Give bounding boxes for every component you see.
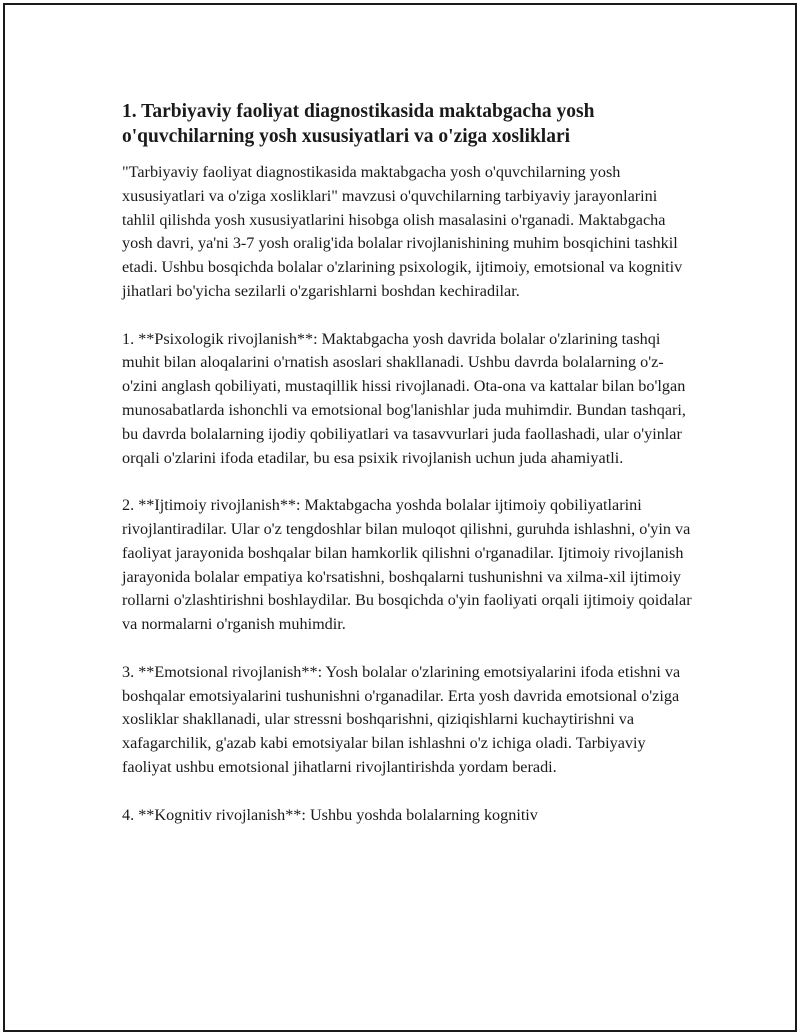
page-frame <box>3 3 797 1032</box>
section-emotional: 3. **Emotsional rivojlanish**: Yosh bolalar o'zlarining emotsiyalarini ifoda etishni va boshqalar emotsiyalarini tushunishni o'rganadilar. Erta yosh davrida emotsional o'ziga xosliklar shakllanadi, ular stressni boshqarishni, qiziqishlarni kuchaytirishni va xafagarchilik, g'azab kabi emotsiyalar bilan ishlashni o'z ichiga oladi. Tarbiyaviy faoliyat ushbu emotsional jihatlarni rivojlantirishda yordam beradi. <box>122 662 681 776</box>
intro-paragraph: "Tarbiyaviy faoliyat diagnostikasida maktabgacha yosh o'quvchilarning yosh xususiyatlari va o'ziga xosliklari" mavzusi o'quvchilarning tarbiyaviy jarayonlarini tahlil qilishda yosh xususiyatlarini hisobga olish masalasini o'rganadi. Maktabgacha yosh davri, ya'ni 3-7 yosh oralig'ida bolalar rivojlanishining muhim bosqichini tashkil etadi. Ushbu bosqichda bolalar o'zlarining psixologik, ijtimoiy, emotsional va kognitiv jihatlari bo'yicha sezilarli o'zgarishlarni boshdan kechiradilar. <box>122 163 683 300</box>
section-psychological: 1. **Psixologik rivojlanish**: Maktabgacha yosh davrida bolalar o'zlarining tashqi muhit bilan aloqalarini o'rnatish asoslari shakllanadi. Ushbu davrda bolalarning o'z-o'zini anglash qobiliyati, mustaqillik hissi rivojlanadi. Ota-ona va kattalar bilan bo'lgan munosabatlarda ishonchli va emotsional bog'lanishlar juda muhimdir. Bundan tashqari, bu davrda bolalarning ijodiy qobiliyatlari va tasavvurlari juda faollashadi, ular o'yinlar orqali o'zlarini ifoda etadilar, bu esa psixik rivojlanish uchun juda ahamiyatli. <box>122 329 686 467</box>
section-cognitive: 4. **Kognitiv rivojlanish**: Ushbu yoshda bolalarning kognitiv <box>122 805 538 824</box>
document-title: 1. Tarbiyaviy faoliyat diagnostikasida maktabgacha yosh o'quvchilarning yosh xususiyatlari va o'ziga xosliklari <box>122 101 595 147</box>
document-body <box>122 99 692 827</box>
section-social: 2. **Ijtimoiy rivojlanish**: Maktabgacha yoshda bolalar ijtimoiy qobiliyatlarini rivojlantiradilar. Ular o'z tengdoshlar bilan muloqot qilishni, guruhda ishlashni, o'yin va faoliyat jarayonida boshqalar bilan hamkorlik qilishni o'rganadilar. Ijtimoiy rivojlanish jarayonida bolalar empatiya ko'rsatishni, boshqalarni tushunishni va xilma-xil ijtimoiy rollarni o'zlashtirishni boshlaydilar. Bu bosqichda o'yin faoliyati orqali ijtimoiy qoidalar va normalarni o'rganish muhimdir. <box>122 496 692 634</box>
